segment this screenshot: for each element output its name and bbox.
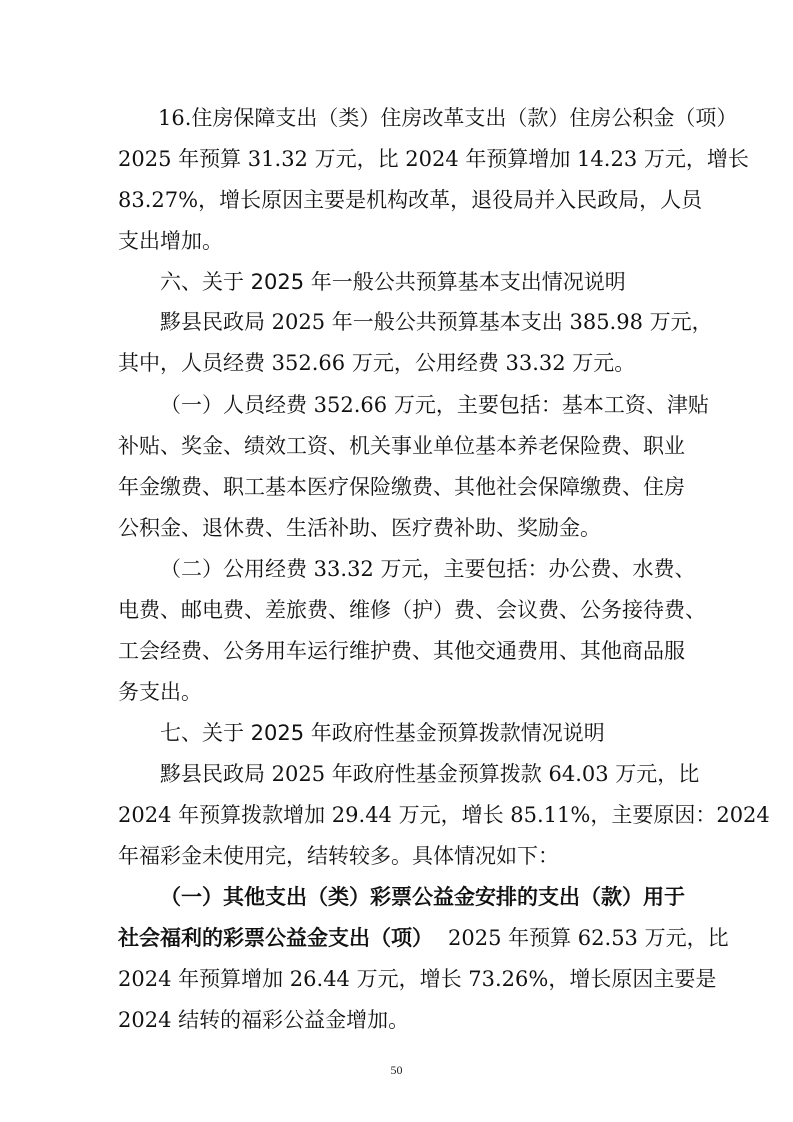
section-6-public-line-2: 电费、邮电费、差旅费、维修（护）费、会议费、公务接待费、	[118, 598, 706, 622]
paragraph-16-line-1: 16.住房保障支出（类）住房改革支出（款）住房公积金（项）	[158, 106, 738, 130]
section-6-public-line-1: （二）公用经费 33.32 万元，主要包括：办公费、水费、	[160, 557, 696, 581]
section-6-personnel-line-3: 年金缴费、职工基本医疗保险缴费、其他社会保障缴费、住房	[118, 475, 685, 499]
section-7-item-1-bold-text: 社会福利的彩票公益金支出（项）	[118, 926, 433, 950]
section-6-public-line-3: 工会经费、公务用车运行维护费、其他交通费用、其他商品服	[118, 639, 685, 663]
section-7-item-1-line-2-rest: 2025 年预算 62.53 万元，比	[448, 926, 729, 950]
paragraph-16-line-2: 2025 年预算 31.32 万元，比 2024 年预算增加 14.23 万元，增长	[118, 147, 749, 171]
section-7-intro-line-2: 2024 年预算拨款增加 29.44 万元，增长 85.11%，主要原因：2024	[118, 803, 770, 827]
section-6-public-line-4: 务支出。	[118, 680, 202, 704]
page-number: 50	[390, 1063, 403, 1077]
section-6-personnel-line-4: 公积金、退休费、生活补助、医疗费补助、奖励金。	[118, 516, 601, 540]
section-7-item-1-line-3: 2024 年预算增加 26.44 万元，增长 73.26%，增长原因主要是	[118, 967, 717, 991]
section-7-heading: 七、关于 2025 年政府性基金预算拨款情况说明	[160, 721, 605, 745]
section-7-item-1-line-4: 2024 结转的福彩公益金增加。	[118, 1008, 410, 1032]
section-6-intro-line-2: 其中，人员经费 352.66 万元，公用经费 33.32 万元。	[118, 351, 636, 375]
section-7-intro-line-3: 年福彩金未使用完，结转较多。具体情况如下：	[118, 844, 559, 868]
section-6-personnel-line-1: （一）人员经费 352.66 万元，主要包括：基本工资、津贴	[160, 393, 709, 417]
section-6-heading: 六、关于 2025 年一般公共预算基本支出情况说明	[160, 270, 626, 294]
section-6-personnel-line-2: 补贴、奖金、绩效工资、机关事业单位基本养老保险费、职业	[118, 434, 685, 458]
paragraph-16-line-4: 支出增加。	[118, 229, 223, 253]
section-7-intro-line-1: 黟县民政局 2025 年政府性基金预算拨款 64.03 万元，比	[160, 762, 700, 786]
section-7-item-1-line-2	[0, 918, 793, 958]
section-6-intro-line-1: 黟县民政局 2025 年一般公共预算基本支出 385.98 万元，	[160, 310, 713, 334]
section-7-item-1-line-1: （一）其他支出（类）彩票公益金安排的支出（款）用于	[160, 885, 685, 909]
paragraph-16-line-3: 83.27%，增长原因主要是机构改革，退役局并入民政局，人员	[118, 188, 703, 212]
